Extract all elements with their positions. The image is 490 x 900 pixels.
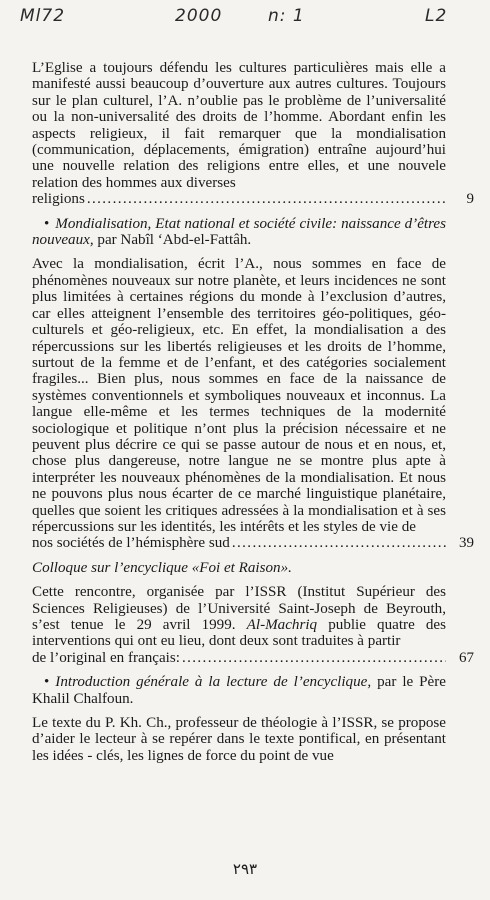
handwritten-year: 2000 bbox=[175, 6, 223, 26]
bullet-icon: • bbox=[44, 674, 50, 691]
journal-title: Al-Machriq bbox=[246, 617, 318, 633]
entry-author: par le Père Khalil Chalfoun. bbox=[32, 674, 446, 707]
entry-toc-line bbox=[32, 650, 446, 666]
entry-last-line: nos sociétés de l’hémisphère sud bbox=[32, 535, 230, 552]
handwritten-code: L2 bbox=[425, 6, 448, 26]
page-footer-number: ٢٩٣ bbox=[232, 860, 258, 878]
page-number: 9 bbox=[466, 191, 474, 208]
entry-toc-line bbox=[32, 535, 446, 551]
entry-body: Avec la mondialisation, écrit l’A., nous sommes en face de phénomènes nouveaux sur notre planète, et leurs incidences ne sont plus limitées à certaines régions du monde à l’exclusion d’autres, car elles atteignent l’ensemble des territoires géo-politiques, géo-culturels et géo-religieux, etc. En effet, la mondialisation a des répercussions sur les libertés religieuses et les droits de l’homme, surtout de la femme et de l’enfant, et des catégories socialement fragiles... Bien plus, nous sommes en face de la naissance de systèmes conventionnels et symboliques nouveaux et inconnus. La langue elle-même et les termes techniques de la modernité sociologique et politique n’ont plus la précision nécessaire et ne peuvent plus décrire ce qui se passe autour de nous et en nous, et, chose plus dangereuse, notre langue ne se montre plus apte à interpréter les nouveaux phénomènes de la mondialisation. Et nous ne pouvons plus nous écarter de ce marché linguistique planétaire, quelles que soient les critiques adressées à la mondialisation et à ses répercussions sur les identités, les intérêts et les styles de vie de bbox=[32, 256, 446, 535]
leader-dots bbox=[87, 191, 446, 207]
entry-mondialisation bbox=[32, 215, 474, 552]
entry-heading: • Introduction générale à la lecture de l’encyclique, par le Père Khalil Chalfoun. bbox=[32, 674, 446, 707]
entry-body: L’Eglise a toujours défendu les cultures particulières mais elle a manifesté aussi beaucoup d’ouverture aux autres cultures. Toujours sur le plan culturel, l’A. n’oublie pas le problème de l’universalité ou la non-universalité des droits de l’homme. Abordant enfin les aspects religieux, il fait remarquer que la mondialisation (communication, déplacements, émigration) entraîne aujourd’hui une nouvelle relation des religions entre elles, et une nouvele relation des hommes aux diverses bbox=[32, 60, 446, 191]
entry-introduction bbox=[32, 674, 446, 764]
entry-toc-line bbox=[32, 191, 446, 207]
entry-last-line: religions bbox=[32, 191, 85, 208]
entry-author: par Nabîl ‘Abd-el-Fattâh. bbox=[97, 232, 252, 249]
entry-last-line: de l’original en français: bbox=[32, 649, 180, 666]
handwritten-reference: Ml72 bbox=[20, 6, 66, 26]
bullet-icon: • bbox=[44, 215, 50, 232]
entry-colloque bbox=[32, 559, 474, 666]
leader-dots bbox=[182, 650, 446, 666]
handwritten-issue-number: n: 1 bbox=[268, 6, 305, 26]
entry-body: Cette rencontre, organisée par l’ISSR (Institut Supérieur des Sciences Religieuses) de l’Université Saint-Joseph de Beyrouth, s’est tenue le 29 avril 1999. Al-Machriq publie quatre des interventions qui ont eu lieu, dont deux sont traduites à partir bbox=[32, 584, 447, 650]
entry-religions bbox=[32, 60, 474, 208]
page-content bbox=[32, 60, 474, 764]
entry-heading: Colloque sur l’encyclique «Foi et Raison». bbox=[32, 559, 292, 576]
leader-dots bbox=[232, 535, 446, 551]
page-number: 67 bbox=[459, 649, 474, 666]
entry-heading: • Mondialisation, Etat national et société civile: naissance d’êtres nouveaux, par Nabîl ‘Abd-el-Fattâh. bbox=[32, 215, 446, 249]
entry-body: Le texte du P. Kh. Ch., professeur de théologie à l’ISSR, se propose d’aider le lecteur à se repérer dans le texte pontifical, en présentant les idées - clés, les lignes de force du point de vue bbox=[32, 715, 446, 764]
page-number: 39 bbox=[459, 535, 474, 552]
